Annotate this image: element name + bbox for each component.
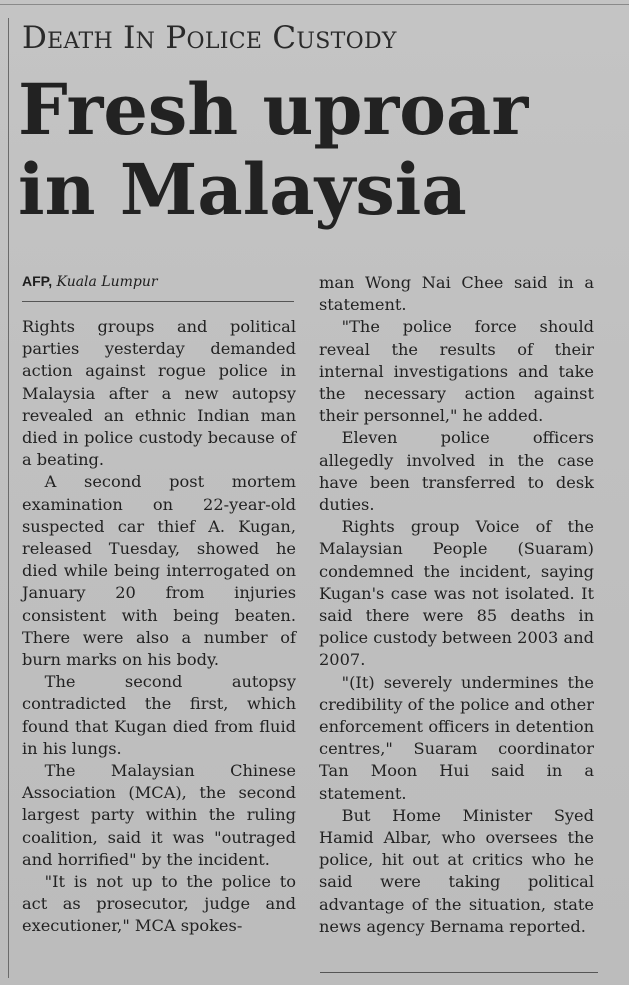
paragraph: "It is not up to the police to act as prosecutor, judge and executioner," MCA spokes- xyxy=(22,872,296,936)
paragraph: Rights groups and political parties yesterday demanded action against rogue police in Malaysia after a new autopsy revealed an ethnic Indian man died in police custody because of a beating. xyxy=(22,317,296,470)
paragraph: The second autopsy contradicted the first, which found that Kugan died from fluid in his lungs. xyxy=(22,672,296,758)
paragraph: "The police force should reveal the results of their internal investigations and take the necessary action against their personnel," he added. xyxy=(319,317,594,426)
byline-rule xyxy=(22,301,294,302)
headline: Fresh uproar in Malaysia xyxy=(18,68,529,231)
byline xyxy=(22,273,158,290)
paragraph: A second post mortem examination on 22-year-old suspected car thief A. Kugan, released Tuesday, showed he died while being interrogated on January 20 from injuries consistent with being beaten. There were also a number of burn marks on his body. xyxy=(22,472,296,670)
byline-location: Kuala Lumpur xyxy=(56,274,158,290)
kicker: Death In Police Custody xyxy=(22,20,397,56)
left-column xyxy=(22,316,296,938)
right-column xyxy=(319,272,594,938)
left-rule xyxy=(8,18,9,978)
byline-source: AFP, xyxy=(22,273,53,289)
paragraph: The Malaysian Chinese Association (MCA), the second largest party within the ruling coalition, said it was "outraged and horrified" by the incident. xyxy=(22,761,296,869)
paragraph: "(It) severely undermines the credibility of the police and other enforcement officers in detention centres," Suaram coordinator Tan Moon Hui said in a statement. xyxy=(319,672,594,803)
paragraph: Eleven police officers allegedly involved in the case have been transferred to desk duties. xyxy=(319,428,594,515)
paragraph: But Home Minister Syed Hamid Albar, who oversees the police, hit out at critics who he said were taking political advantage of the situation, state news agency Bernama reported. xyxy=(319,805,594,936)
paragraph: man Wong Nai Chee said in a statement. xyxy=(319,273,594,315)
top-rule xyxy=(0,4,629,5)
paragraph: Rights group Voice of the Malaysian People (Suaram) condemned the incident, saying Kugan's case was not isolated. It said there were 85 deaths in police custody between 2003 and 2007. xyxy=(319,517,594,670)
bottom-rule xyxy=(320,972,598,973)
